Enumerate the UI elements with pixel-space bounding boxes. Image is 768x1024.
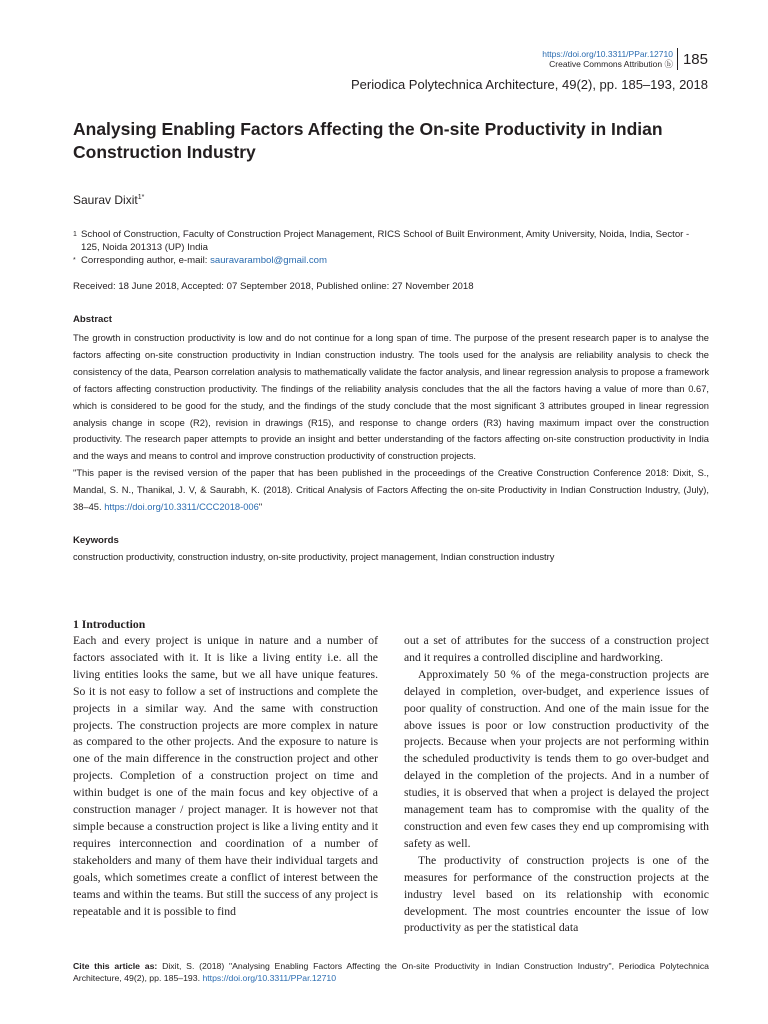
abstract-body xyxy=(73,330,709,516)
keywords-heading: Keywords xyxy=(73,535,119,546)
affiliation-1 xyxy=(73,228,703,254)
intro-paragraph-1: Each and every project is unique in nature and a number of factors associated with it. It is like a living entity i.e. all the living entities looks the same, but we all have unique features. So it is not easy to follow a set of instructions and complete the projects in a similar way. And the same with construction projects. The construction projects are more complex in nature as compared to the other projects. And the exposure to nature is one of the main difference in the construction project and other projects. Completion of a construction project on time and within budget is one of the main focus and key objective of a construction manager / project manager. It is however not that simple because a construction project is like a living entity and it requires interconnection and coordination of a number of stakeholders and many of them have their individual targets and goals, which sometimes create a conflict of interest between the teams and within the teams. But still the success of any project is repeatable and it is possible to find xyxy=(73,634,378,918)
keywords-text: construction productivity, construction industry, on-site productivity, project management, Indian construction industry xyxy=(73,552,555,562)
author-email-link[interactable]: sauravarambol@gmail.com xyxy=(210,255,327,266)
citation-text: Dixit, S. (2018) "Analysing Enabling Factors Affecting the On-site Productivity in Indian Construction Industry", Periodica Polytechnica Architecture, 49(2), pp. 185–193. xyxy=(73,961,709,983)
corresponding-line xyxy=(81,254,703,267)
affiliation-text: School of Construction, Faculty of Construction Project Management, RICS School of Built Environment, Amity University, Noida, India, Sector - 125, Noida 201313 (UP) India xyxy=(81,229,690,253)
journal-line xyxy=(351,76,708,94)
header-divider xyxy=(677,48,678,70)
section-heading-introduction: 1 Introduction xyxy=(73,618,146,631)
revision-note xyxy=(73,465,709,516)
license-text: Creative Commons Attribution xyxy=(549,59,663,69)
author-name: Saurav Dixit xyxy=(73,193,138,207)
intro-paragraph-2: Approximately 50 % of the mega-construction projects are delayed in completion, over-budget, and experience issues of poor quality of construction. And one of the main issue for the above issues is poor or low construction productivity of the projects. Because when your projects are not performing within the scheduled productivity is tends them to go over-budget and delayed in the completion of the projects. And in a number of studies, it is observed that when a project is delayed the project management team has to compromise with the quality of the construction and even few cases they end up compromising with safety as well. xyxy=(404,667,709,850)
author-line xyxy=(73,190,144,208)
paper-title: Analysing Enabling Factors Affecting the On-site Productivity in Indian Construction Industry xyxy=(73,119,663,162)
revision-note-end: " xyxy=(258,502,263,513)
affiliation-mark: 1 xyxy=(73,231,77,238)
citation-label: Cite this article as: xyxy=(73,961,158,971)
right-column xyxy=(404,633,709,937)
header-doi-link[interactable]: https://doi.org/10.3311/PPar.12710 xyxy=(542,48,673,59)
license-line xyxy=(542,59,673,70)
journal-name: Periodica Polytechnica Architecture xyxy=(350,77,555,92)
abstract-heading: Abstract xyxy=(73,314,112,325)
abstract-text: The growth in construction productivity is low and do not continue for a long span of time. The purpose of the present research paper is to analyse the factors affecting on-site construction productivity in Indian construction industry. The tools used for the analysis are reliability analysis to check the consistency of the data, Pearson correlation analysis to mathematically validate the factor analysis, and linear regression analysis to propose a framework of factors affecting construction productivity. The findings of the reliability analysis concludes that the all the factors having a value of more than 0.67, which is considered to be good for the study, and the findings of the study conclude that the most significant 3 attributes grouped in linear regression analysis change in scope (R2), revision in drawings (R15), and response to change orders (R3) having maximum impact over the construction productivity. The research paper attempts to provide an insight and better understanding of the factors affecting on-site construction productivity in India and the ways and means to control and improve construction productivity of construction projects. xyxy=(73,333,709,462)
intro-paragraph-3: The productivity of construction projects is one of the measures for performance of the construction projects at the industry level based on its relationship with economic development. The most countries encounter the issue of low productivity as per the statistical data xyxy=(404,853,709,935)
received-dates: Received: 18 June 2018, Accepted: 07 September 2018, Published online: 27 November 2018 xyxy=(73,281,474,292)
citation-block xyxy=(73,960,709,984)
conference-doi-link[interactable]: https://doi.org/10.3311/CCC2018-006 xyxy=(104,502,259,513)
intro-paragraph-continued: out a set of attributes for the success of a construction project and it requires a controlled discipline and hardworking. xyxy=(404,634,709,664)
page-number: 185 xyxy=(682,50,708,68)
page-header xyxy=(542,48,708,70)
journal-details: , 49(2), pp. 185–193, 2018 xyxy=(554,77,708,92)
left-column xyxy=(73,633,378,920)
citation-doi-link[interactable]: https://doi.org/10.3311/PPar.12710 xyxy=(202,973,337,983)
cc-by-icon: ⓑ xyxy=(664,59,673,69)
author-marks: 1* xyxy=(137,194,145,201)
revision-note-text: "This paper is the revised version of the paper that has been published in the proceedings of the Creative Construction Conference 2018: Dixit, S., Mandal, S. N., Thanikal, J. V, & Saurabh, K. (2018). Critical Analysis of Factors Affecting the on-site Productivity in Indian Construction Industry, (July), 38–45. xyxy=(73,468,709,513)
affiliation-mark: * xyxy=(73,257,76,264)
affiliation-corresponding xyxy=(73,254,703,267)
corresponding-text: Corresponding author, e-mail: xyxy=(81,255,211,266)
header-meta xyxy=(542,49,673,70)
